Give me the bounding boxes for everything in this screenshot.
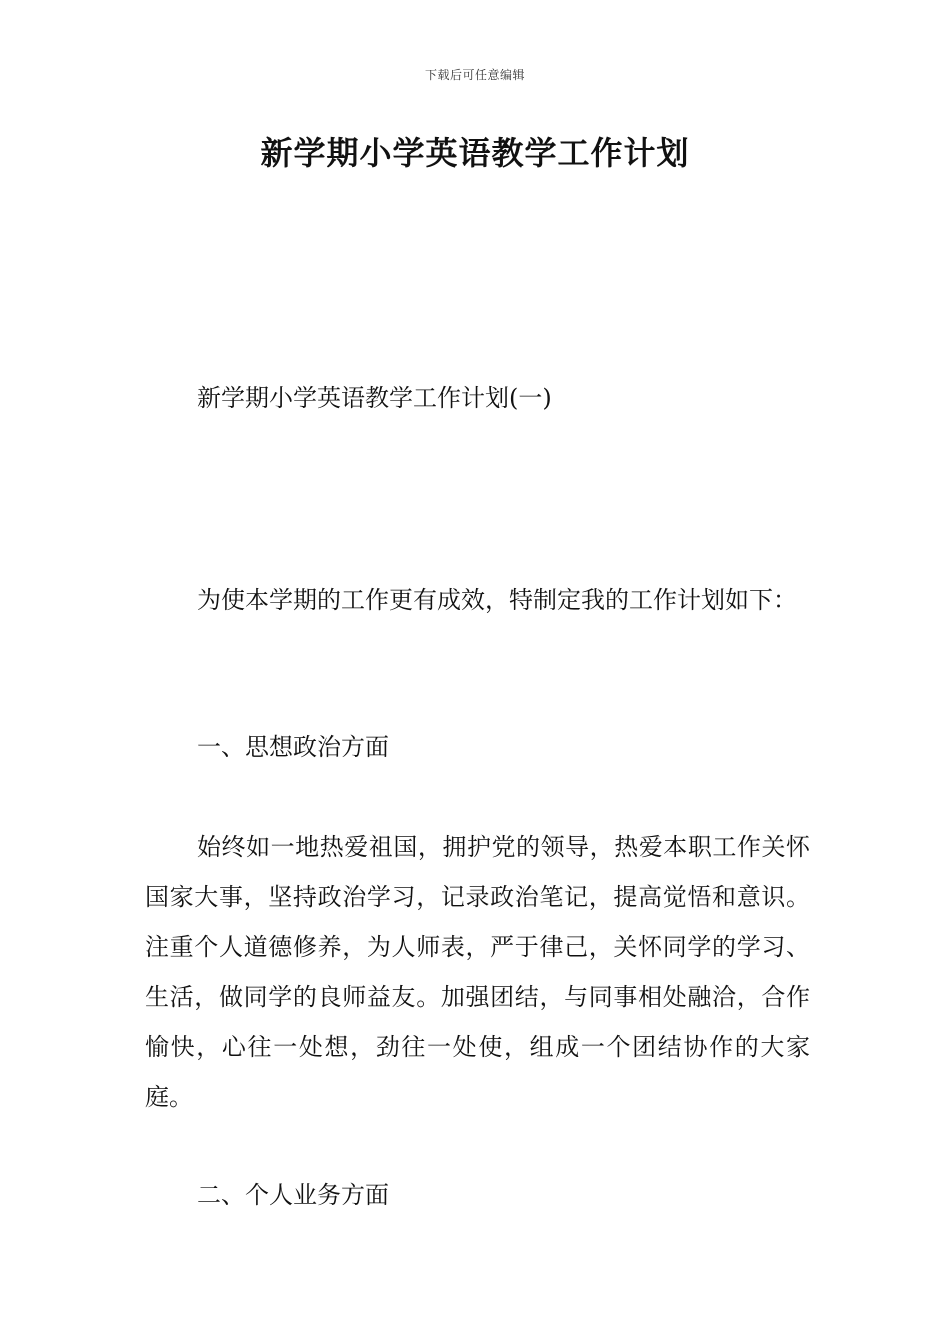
intro-paragraph: 为使本学期的工作更有成效，特制定我的工作计划如下： <box>197 586 797 614</box>
section-body: 始终如一地热爱祖国，拥护党的领导，热爱本职工作关怀国家大事，坚持政治学习，记录政治笔记，提高觉悟和意识。注重个人道德修养，为人师表，严于律己，关怀同学的学习、生活，做同学的良师益友。加强团结，与同事相处融洽，合作愉快，心往一处想，劲往一处使，组成一个团结协作的大家庭。 <box>145 833 810 1111</box>
section-heading: 一、思想政治方面 <box>197 733 389 761</box>
document-subtitle: 新学期小学英语教学工作计划(一) <box>197 384 552 412</box>
header-note: 下载后可任意编辑 <box>424 68 525 82</box>
section-heading: 二、个人业务方面 <box>197 1181 389 1209</box>
document-title: 新学期小学英语教学工作计划 <box>260 134 690 172</box>
